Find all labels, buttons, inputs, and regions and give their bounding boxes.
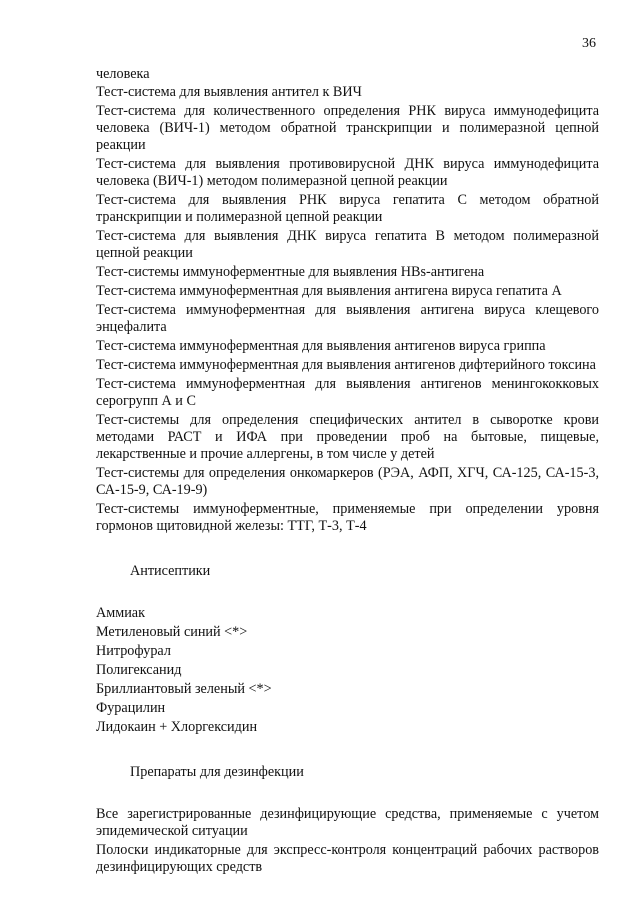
list-item: Тест-системы для определения онкомаркеров (РЭА, АФП, ХГЧ, СА-125, СА-15-3, СА-15-9, СА-19-9) <box>96 465 599 498</box>
list-item: Метиленовый синий <*> <box>96 624 248 640</box>
list-item: Тест-система иммуноферментная для выявления антигена вируса гепатита А <box>96 283 562 299</box>
list-item: Тест-система иммуноферментная для выявления антигенов менингококковых серогрупп А и С <box>96 376 599 409</box>
list-item: Тест-система иммуноферментная для выявления антигенов дифтерийного токсина <box>96 357 596 373</box>
list-item: Лидокаин + Хлоргексидин <box>96 719 258 735</box>
list-item: Тест-системы иммуноферментные для выявления HBs-антигена <box>96 264 485 280</box>
page-number: 36 <box>582 36 596 51</box>
list-item: Тест-система иммуноферментная для выявления антигена вируса клещевого энцефалита <box>96 302 599 335</box>
disinfection-list <box>96 806 599 876</box>
list-item: Фурацилин <box>96 700 166 716</box>
section-heading-antiseptics: Антисептики <box>130 563 211 579</box>
list-item: Аммиак <box>96 605 145 621</box>
list-item: Бриллиантовый зеленый <*> <box>96 681 272 697</box>
list-item: Все зарегистрированные дезинфицирующие средства, применяемые с учетом эпидемической ситуации <box>96 806 599 839</box>
list-item: Нитрофурал <box>96 643 171 659</box>
list-item: Тест-система иммуноферментная для выявления антигенов вируса гриппа <box>96 338 546 354</box>
list-item: Тест-система для выявления ДНК вируса гепатита В методом полимеразной цепной реакции <box>96 228 599 261</box>
list-item: Тест-системы для определения специфических антител в сыворотке крови методами РАСТ и ИФА при проведении проб на бытовые, пищевые, лекарственные и прочие аллергены, в том числе у детей <box>96 412 599 462</box>
list-item: Тест-система для выявления противовирусной ДНК вируса иммунодефицита человека (ВИЧ-1) методом полимеразной цепной реакции <box>96 156 599 189</box>
section-heading-disinfection: Препараты для дезинфекции <box>130 764 304 780</box>
list-item: человека <box>96 66 150 82</box>
test-systems-list <box>96 66 599 535</box>
antiseptics-list <box>96 605 599 736</box>
list-item: Полоски индикаторные для экспресс-контроля концентраций рабочих растворов дезинфицирующих средств <box>96 842 599 875</box>
list-item: Тест-система для количественного определения РНК вируса иммунодефицита человека (ВИЧ-1) методом обратной транскрипции и полимеразной цепной реакции <box>96 103 599 153</box>
list-item: Тест-система для выявления антител к ВИЧ <box>96 84 362 100</box>
document-body <box>96 66 599 878</box>
list-item: Тест-система для выявления РНК вируса гепатита С методом обратной транскрипции и полимеразной цепной реакции <box>96 192 599 225</box>
list-item: Тест-системы иммуноферментные, применяемые при определении уровня гормонов щитовидной железы: ТТГ, Т-3, Т-4 <box>96 501 599 534</box>
list-item: Полигексанид <box>96 662 182 678</box>
